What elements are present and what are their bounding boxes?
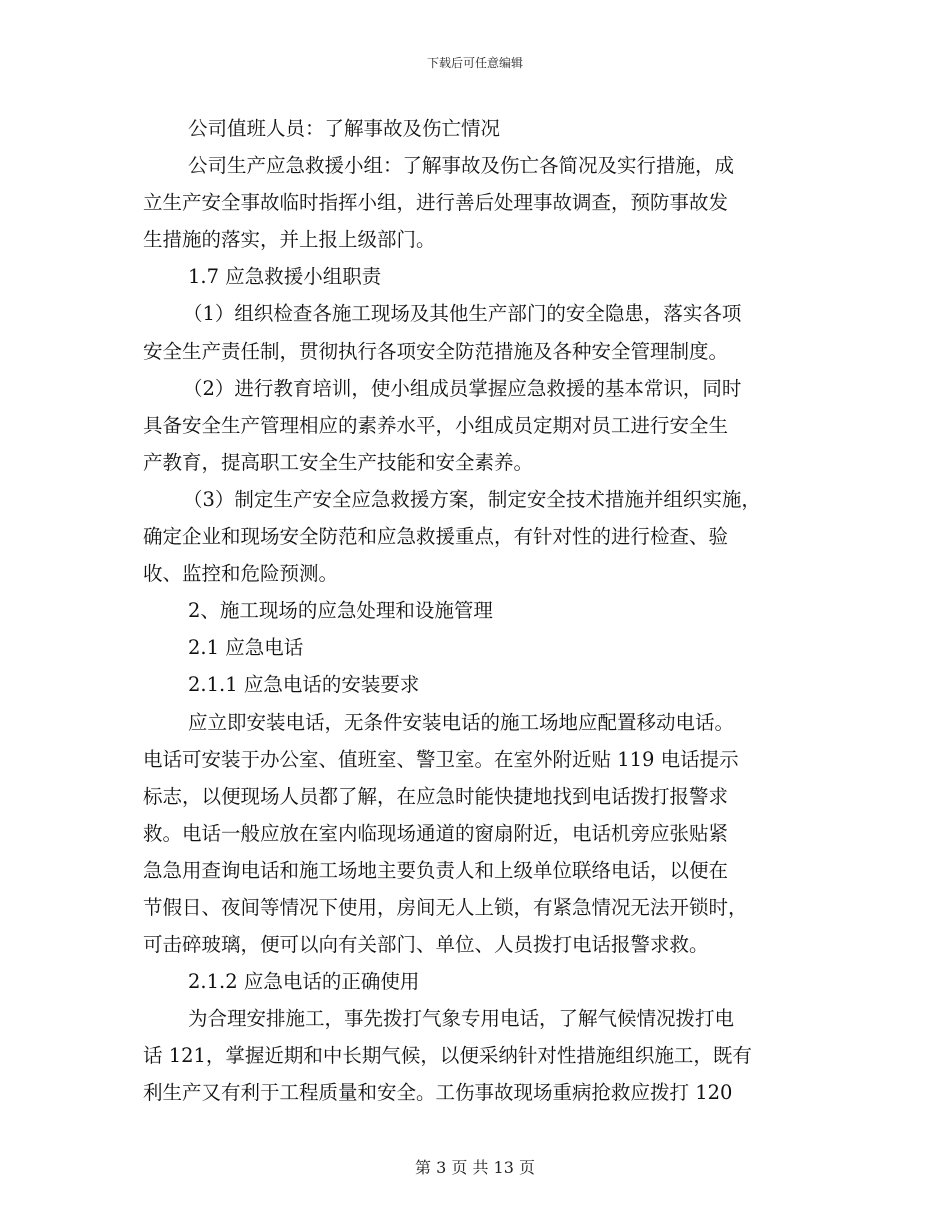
page-header: 下载后可任意编辑: [426, 56, 523, 70]
text-line: 电话可安装于办公室、值班室、警卫室。在室外附近贴 119 电话提示: [143, 747, 739, 771]
text-line: 收、监控和危险预测。: [143, 562, 339, 586]
text-line: 话 121，掌握近期和中长期气候，以便采纳针对性措施组织施工，既有: [143, 1044, 752, 1068]
text-line: 可击碎玻璃，便可以向有关部门、单位、人员拨打电话报警求救。: [143, 933, 709, 957]
text-line: 应立即安装电话，无条件安装电话的施工场地应配置移动电话。: [188, 710, 735, 734]
text-line: 1.7 应急救援小组职责: [188, 265, 382, 289]
text-line: 确定企业和现场安全防范和应急救援重点，有针对性的进行检查、验: [143, 525, 729, 549]
text-line: 生措施的落实，并上报上级部门。: [143, 228, 436, 252]
text-line: 急急用查询电话和施工场地主要负责人和上级单位联络电话，以便在: [143, 858, 729, 882]
document-body: [143, 110, 823, 1112]
text-line: 为合理安排施工，事先拨打气象专用电话，了解气候情况拨打电: [188, 1007, 735, 1031]
text-line: 公司值班人员：了解事故及伤亡情况: [188, 117, 501, 140]
text-line: 2.1 应急电话: [188, 636, 304, 660]
text-line: 公司生产应急救援小组：了解事故及伤亡各简况及实行措施，成: [188, 154, 735, 178]
text-line: 标志，以便现场人员都了解，在应急时能快捷地找到电话拨打报警求: [143, 784, 729, 808]
text-line: （3）制定生产安全应急救援方案，制定安全技术措施并组织实施，: [183, 487, 761, 511]
text-line: 2.1.1 应急电话的安装要求: [188, 673, 420, 697]
page-footer: 第 3 页 共 13 页: [415, 1158, 535, 1177]
text-line: 2、施工现场的应急处理和设施管理: [188, 599, 493, 623]
text-line: （1）组织检查各施工现场及其他生产部门的安全隐患，落实各项: [183, 302, 742, 326]
text-line: 节假日、夜间等情况下使用，房间无人上锁，有紧急情况无法开锁时，: [143, 895, 748, 919]
text-line: 利生产又有利于工程质量和安全。工伤事故现场重病抢救应拨打 120: [143, 1081, 733, 1105]
text-line: 具备安全生产管理相应的素养水平，小组成员定期对员工进行安全生: [143, 413, 729, 437]
text-line: 救。电话一般应放在室内临现场通道的窗扇附近，电话机旁应张贴紧: [143, 821, 729, 845]
text-line: 产教育，提高职工安全生产技能和安全素养。: [143, 450, 534, 474]
text-line: 立生产安全事故临时指挥小组，进行善后处理事故调查，预防事故发: [143, 191, 729, 215]
text-line: 安全生产责任制，贯彻执行各项安全防范措施及各种安全管理制度。: [143, 339, 729, 363]
text-line: （2）进行教育培训，使小组成员掌握应急救援的基本常识，同时: [183, 376, 742, 400]
text-line: 2.1.2 应急电话的正确使用: [188, 970, 420, 994]
